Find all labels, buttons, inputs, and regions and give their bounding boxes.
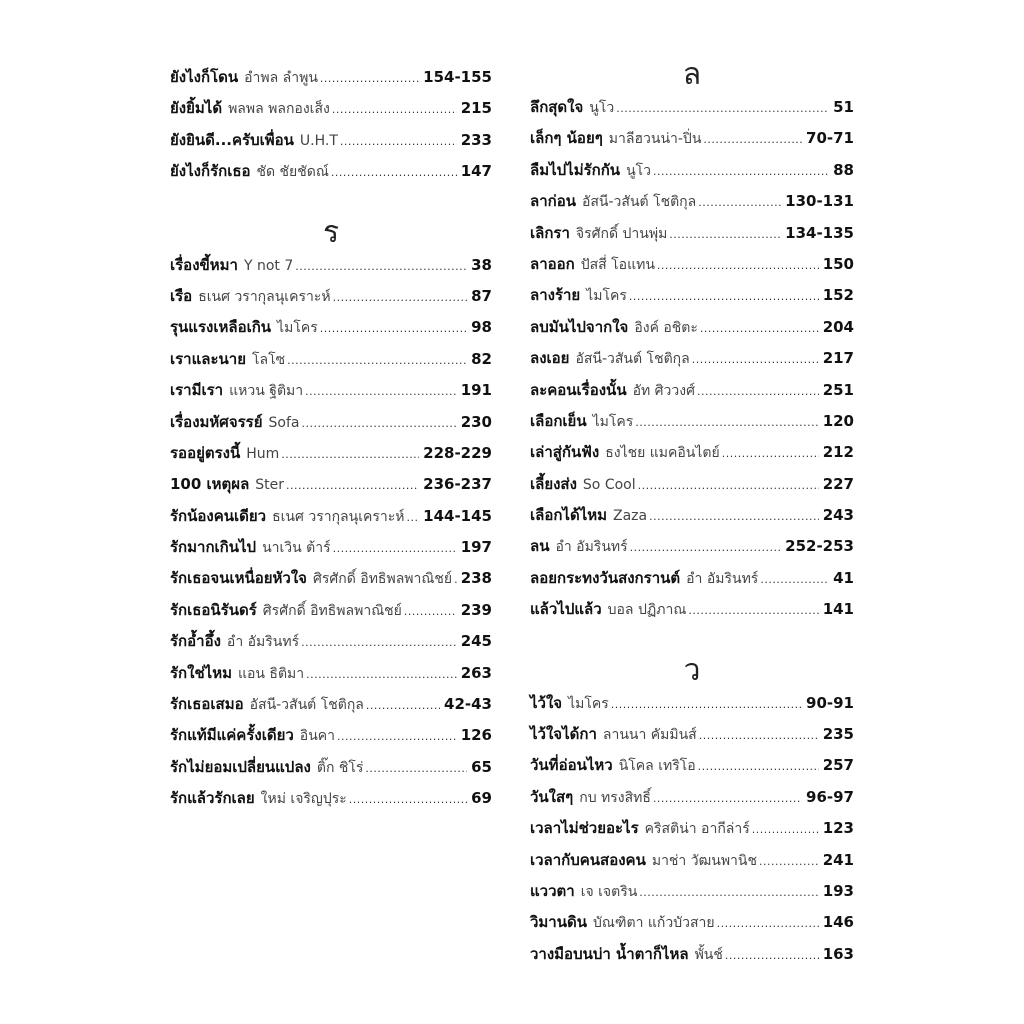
dot-leader bbox=[454, 563, 457, 595]
song-title: เวลากับคนสองคน bbox=[530, 850, 646, 869]
left-column bbox=[170, 60, 492, 845]
artist-name: ธงไชย แมคอินไตย์ bbox=[605, 445, 720, 462]
dot-leader bbox=[697, 375, 819, 407]
song-title: วิมานดิน bbox=[530, 913, 587, 932]
song-title: เลี้ยงส่ง bbox=[530, 474, 577, 493]
dot-leader bbox=[305, 375, 457, 407]
index-entry bbox=[170, 626, 492, 657]
page-number: 69 bbox=[471, 789, 492, 808]
artist-name: มาลีฮวนน่า-ปิ่น bbox=[608, 131, 702, 148]
index-entry bbox=[170, 156, 492, 187]
artist-name: อำ อัมรินทร์ bbox=[555, 539, 628, 556]
page-number: 257 bbox=[822, 756, 854, 775]
dot-leader bbox=[366, 689, 440, 721]
page-number: 215 bbox=[460, 99, 492, 118]
dot-leader bbox=[295, 250, 467, 282]
dot-leader bbox=[333, 532, 457, 564]
dot-leader bbox=[653, 155, 829, 187]
artist-name: แอน ธิติมา bbox=[237, 665, 305, 682]
page-number: 204 bbox=[822, 317, 854, 336]
dot-leader bbox=[688, 594, 818, 626]
song-title: เรามีเรา bbox=[170, 381, 224, 400]
dot-leader bbox=[649, 500, 819, 532]
song-title: วันใสๆ bbox=[530, 787, 574, 806]
index-entry bbox=[170, 438, 492, 469]
index-entry bbox=[170, 689, 492, 720]
song-title: รักใช่ไหม bbox=[170, 663, 232, 682]
index-entry bbox=[170, 62, 492, 93]
song-title: เรื่องมหัศจรรย์ bbox=[170, 412, 263, 431]
dot-leader bbox=[301, 626, 457, 658]
artist-name: Sofa bbox=[268, 414, 300, 431]
artist-name: ติ๊ก ชิโร่ bbox=[316, 759, 364, 776]
index-entry bbox=[170, 783, 492, 814]
dot-leader bbox=[638, 469, 819, 501]
artist-name: โลโซ bbox=[252, 351, 286, 368]
dot-leader bbox=[340, 125, 457, 157]
artist-name: ใหม่ เจริญปุระ bbox=[260, 791, 347, 808]
song-title: ลาก่อน bbox=[530, 192, 576, 211]
song-title: เลือกได้ไหม bbox=[530, 506, 608, 525]
index-entry bbox=[530, 907, 854, 938]
page-number: 252-253 bbox=[785, 537, 854, 556]
index-section bbox=[530, 57, 854, 626]
artist-name: มาช่า วัฒนพานิช bbox=[651, 852, 757, 869]
artist-name: บอล ปฏิภาณ bbox=[607, 602, 687, 619]
artist-name: ชัด ชัยชัดณ์ bbox=[256, 164, 329, 181]
song-title: ลาออก bbox=[530, 254, 575, 273]
page-number: 42-43 bbox=[444, 695, 492, 714]
index-entry bbox=[170, 125, 492, 156]
song-title: รักเธอนิรันดร์ bbox=[170, 600, 257, 619]
artist-name: Hum bbox=[246, 445, 280, 462]
song-title: ยังไงก็โดน bbox=[170, 68, 239, 86]
index-entry bbox=[530, 469, 854, 500]
song-title: เล็กๆ น้อยๆ bbox=[530, 129, 603, 148]
page-number: 245 bbox=[460, 632, 492, 651]
artist-name: อำ อัมรินทร์ bbox=[226, 634, 300, 651]
page-number: 235 bbox=[822, 725, 854, 744]
index-entry bbox=[170, 752, 492, 783]
artist-name: กบ ทรงสิทธิ์ bbox=[579, 789, 651, 806]
artist-name: So Cool bbox=[582, 476, 636, 493]
dot-leader bbox=[698, 186, 781, 218]
dot-leader bbox=[332, 93, 457, 125]
page-number: 251 bbox=[822, 380, 854, 399]
song-title: เวลาไม่ช่วยอะไร bbox=[530, 819, 639, 838]
index-entry bbox=[530, 280, 854, 311]
song-title: ยังยิ้มได้ bbox=[170, 99, 223, 118]
song-title: ลางร้าย bbox=[530, 286, 581, 305]
dot-leader bbox=[333, 281, 468, 313]
index-entry bbox=[530, 719, 854, 750]
page-number: 154-155 bbox=[423, 68, 492, 86]
artist-name: Zaza bbox=[613, 508, 648, 525]
dot-leader bbox=[657, 249, 819, 281]
dot-leader bbox=[320, 312, 467, 344]
page-number: 238 bbox=[460, 569, 492, 588]
dot-leader bbox=[365, 752, 467, 784]
index-entry bbox=[170, 658, 492, 689]
dot-leader bbox=[639, 876, 818, 908]
section-letter: ว bbox=[683, 652, 701, 688]
section-letter: ล bbox=[682, 57, 702, 92]
index-entry bbox=[170, 720, 492, 751]
index-entry bbox=[170, 469, 492, 500]
page-number: 90-91 bbox=[806, 693, 854, 712]
section-letter: ร bbox=[322, 214, 340, 250]
artist-name: นิโคล เทริโอ bbox=[618, 758, 696, 775]
dot-leader bbox=[703, 123, 802, 155]
song-title: วันที่อ่อนไหว bbox=[530, 756, 613, 775]
artist-name: นูโว bbox=[626, 162, 652, 179]
index-entry bbox=[530, 312, 854, 343]
page-number: 82 bbox=[471, 349, 492, 368]
dot-leader bbox=[320, 62, 419, 94]
song-title: ลบมันไปจากใจ bbox=[530, 317, 629, 336]
page-number: 230 bbox=[460, 412, 492, 431]
song-title: แล้วไปแล้ว bbox=[530, 600, 602, 619]
dot-leader bbox=[717, 907, 819, 939]
song-title: รักมากเกินไป bbox=[170, 538, 257, 557]
index-entry bbox=[530, 123, 854, 154]
index-entry bbox=[530, 437, 854, 468]
song-title: ยังยินดี...ครับเพื่อน bbox=[170, 130, 294, 149]
artist-name: พลพล พลกองเส็ง bbox=[228, 101, 330, 118]
page-number: 241 bbox=[822, 850, 854, 869]
song-title: เราและนาย bbox=[170, 349, 246, 368]
index-entry bbox=[530, 406, 854, 437]
index-entry bbox=[170, 501, 492, 532]
dot-leader bbox=[306, 658, 457, 690]
index-entry bbox=[530, 155, 854, 186]
index-entry bbox=[170, 281, 492, 312]
page-number: 243 bbox=[822, 506, 854, 525]
index-entry bbox=[530, 563, 854, 594]
page-number: 152 bbox=[822, 286, 854, 305]
page-number: 146 bbox=[822, 913, 854, 932]
page-number: 87 bbox=[471, 286, 492, 305]
artist-name: ไมโคร bbox=[277, 320, 318, 337]
song-title: เลือกเย็น bbox=[530, 411, 587, 430]
index-entry bbox=[170, 312, 492, 343]
artist-name: ไมโคร bbox=[568, 695, 609, 712]
artist-name: Y not 7 bbox=[243, 257, 294, 274]
song-title: รออยู่ตรงนี้ bbox=[170, 443, 241, 462]
page-number: 236-237 bbox=[423, 475, 492, 494]
song-title: ลอยกระทงวันสงกรานต์ bbox=[530, 568, 681, 587]
artist-name: บัณฑิตา แก้วบัวสาย bbox=[592, 915, 715, 932]
index-entry bbox=[530, 876, 854, 907]
artist-name: นาเวิน ต้าร์ bbox=[262, 540, 331, 557]
dot-leader bbox=[406, 501, 419, 533]
song-title: เล่าสู่กันฟัง bbox=[530, 443, 600, 462]
song-title: ละคอนเรื่องนั้น bbox=[530, 380, 627, 399]
song-title: วางมือบนบ่า น้ำตาก็ไหล bbox=[530, 944, 689, 963]
song-title: ไว้ใจ bbox=[530, 693, 563, 712]
artist-name: อัสนี-วสันต์ โชติกุล bbox=[575, 351, 690, 368]
dot-leader bbox=[725, 939, 819, 971]
song-title: รักเธอเสมอ bbox=[170, 695, 244, 714]
song-title: ลึกสุดใจ bbox=[530, 98, 584, 116]
artist-name: อัสนี-วสันต์ โชติกุล bbox=[249, 697, 364, 714]
dot-leader bbox=[700, 312, 819, 344]
artist-name: U.H.T bbox=[299, 132, 338, 149]
dot-leader bbox=[653, 782, 802, 814]
artist-name: ศิรศักดิ์ อิทธิพลพาณิชย์ bbox=[262, 602, 402, 619]
dot-leader bbox=[629, 280, 819, 312]
index-entry bbox=[170, 250, 492, 281]
index-entry bbox=[530, 750, 854, 781]
artist-name: อำ อัมรินทร์ bbox=[686, 570, 759, 587]
artist-name: ไมโคร bbox=[586, 288, 627, 305]
song-title: ลน bbox=[530, 537, 550, 556]
dot-leader bbox=[692, 343, 819, 375]
page-number: 88 bbox=[833, 160, 854, 179]
index-section bbox=[530, 652, 854, 971]
song-title: รักแล้วรักเลย bbox=[170, 789, 255, 808]
song-title: เลิกรา bbox=[530, 223, 570, 242]
artist-name: อิงค์ อชิตะ bbox=[634, 319, 698, 336]
artist-name: จิรศักดิ์ ปานพุ่ม bbox=[575, 225, 668, 242]
song-title: แววตา bbox=[530, 881, 575, 900]
song-title: รักไม่ยอมเปลี่ยนแปลง bbox=[170, 757, 311, 776]
index-entry bbox=[530, 375, 854, 406]
artist-name: อัสนี-วสันต์ โชติกุล bbox=[581, 194, 697, 211]
dot-leader bbox=[759, 845, 819, 877]
song-title: ลงเอย bbox=[530, 349, 570, 368]
artist-name: คริสติน่า อากีล่าร์ bbox=[644, 821, 750, 838]
dot-leader bbox=[337, 720, 457, 752]
index-entry bbox=[530, 343, 854, 374]
page-number: 123 bbox=[822, 819, 854, 838]
index-entry bbox=[530, 249, 854, 280]
page-number: 217 bbox=[822, 349, 854, 368]
index-entry bbox=[530, 845, 854, 876]
page-number: 130-131 bbox=[785, 192, 854, 211]
index-entry bbox=[170, 563, 492, 594]
page-number: 98 bbox=[471, 318, 492, 337]
dot-leader bbox=[331, 156, 457, 188]
page-number: 41 bbox=[833, 568, 854, 587]
index-entry bbox=[530, 782, 854, 813]
artist-name: ธเนศ วรากุลนุเคราะห์ bbox=[198, 288, 331, 305]
dot-leader bbox=[286, 469, 419, 501]
index-entry bbox=[530, 594, 854, 625]
dot-leader bbox=[635, 406, 818, 438]
song-title: ยังไงก็รักเธอ bbox=[170, 162, 251, 181]
page-number: 120 bbox=[822, 411, 854, 430]
artist-name: พั้นช์ bbox=[694, 946, 723, 963]
index-entry bbox=[170, 532, 492, 563]
artist-name: ลานนา คัมมินส์ bbox=[602, 727, 697, 744]
song-title: รักอ้ำอึ้ง bbox=[170, 632, 221, 651]
artist-name: อัท ศิววงศ์ bbox=[632, 382, 695, 399]
artist-name: อำพล ลำพูน bbox=[244, 70, 318, 86]
page-number: 38 bbox=[471, 255, 492, 274]
artist-name: อินคา bbox=[299, 728, 335, 745]
dot-leader bbox=[404, 595, 457, 627]
dot-leader bbox=[760, 563, 829, 595]
song-title: รักแท้มีแค่ครั้งเดียว bbox=[170, 726, 294, 745]
page-number: 239 bbox=[460, 600, 492, 619]
page-number: 193 bbox=[822, 881, 854, 900]
page-number: 212 bbox=[822, 443, 854, 462]
song-title: 100 เหตุผล bbox=[170, 475, 250, 494]
page-number: 191 bbox=[460, 381, 492, 400]
page-number: 228-229 bbox=[423, 443, 492, 462]
index-entry bbox=[530, 688, 854, 719]
dot-leader bbox=[301, 407, 456, 439]
index-section bbox=[170, 214, 492, 815]
dot-leader bbox=[287, 344, 467, 376]
index-entry bbox=[170, 93, 492, 124]
index-entry bbox=[530, 939, 854, 970]
dot-leader bbox=[699, 719, 819, 751]
artist-name: ศิรศักดิ์ อิทธิพลพาณิชย์ bbox=[312, 571, 453, 588]
artist-name: Ster bbox=[255, 477, 285, 494]
index-entry bbox=[530, 92, 854, 123]
page-number: 126 bbox=[460, 726, 492, 745]
dot-leader bbox=[630, 531, 781, 563]
index-entry bbox=[170, 375, 492, 406]
dot-leader bbox=[698, 750, 819, 782]
page-number: 134-135 bbox=[785, 223, 854, 242]
dot-leader bbox=[669, 218, 781, 250]
index-entry bbox=[170, 344, 492, 375]
artist-name: ไมโคร bbox=[592, 413, 634, 430]
artist-name: เจ เจตริน bbox=[580, 883, 638, 900]
page-number: 147 bbox=[460, 162, 492, 181]
index-entry bbox=[530, 218, 854, 249]
page-number: 70-71 bbox=[806, 129, 854, 148]
song-title: รักเธอจนเหนื่อยหัวใจ bbox=[170, 569, 307, 588]
page-number: 96-97 bbox=[806, 787, 854, 806]
dot-leader bbox=[722, 437, 819, 469]
page-number: 163 bbox=[822, 944, 854, 963]
song-title: ไว้ใจได้กา bbox=[530, 725, 597, 744]
index-entry bbox=[530, 813, 854, 844]
index-entry bbox=[530, 531, 854, 562]
index-entry bbox=[530, 186, 854, 217]
artist-name: นูโว bbox=[589, 100, 615, 116]
page-number: 141 bbox=[822, 600, 854, 619]
index-section bbox=[170, 62, 492, 188]
artist-name: ธเนศ วรากุลนุเคราะห์ bbox=[272, 508, 405, 525]
dot-leader bbox=[349, 783, 467, 815]
dot-leader bbox=[752, 813, 819, 845]
artist-name: แหวน ฐิติมา bbox=[229, 383, 304, 400]
page-number: 197 bbox=[460, 538, 492, 557]
song-title: ลืมไปไม่รักกัน bbox=[530, 160, 621, 179]
page-number: 150 bbox=[822, 254, 854, 273]
song-title: รักน้องคนเดียว bbox=[170, 506, 267, 525]
dot-leader bbox=[281, 438, 419, 470]
right-column bbox=[530, 57, 854, 1000]
artist-name: ปัสสี่ โอแทน bbox=[580, 256, 655, 273]
page-number: 51 bbox=[833, 98, 854, 116]
page-number: 65 bbox=[471, 757, 492, 776]
page-number: 233 bbox=[460, 130, 492, 149]
song-title: เรื่องขี้หมา bbox=[170, 255, 238, 274]
dot-leader bbox=[611, 688, 802, 720]
page-number: 144-145 bbox=[423, 506, 492, 525]
song-title: รุนแรงเหลือเกิน bbox=[170, 318, 272, 337]
index-entry bbox=[170, 595, 492, 626]
index-entry bbox=[170, 407, 492, 438]
page-number: 263 bbox=[460, 663, 492, 682]
index-entry bbox=[530, 500, 854, 531]
song-title: เรือ bbox=[170, 286, 193, 305]
dot-leader bbox=[616, 92, 829, 124]
page-number: 227 bbox=[822, 474, 854, 493]
